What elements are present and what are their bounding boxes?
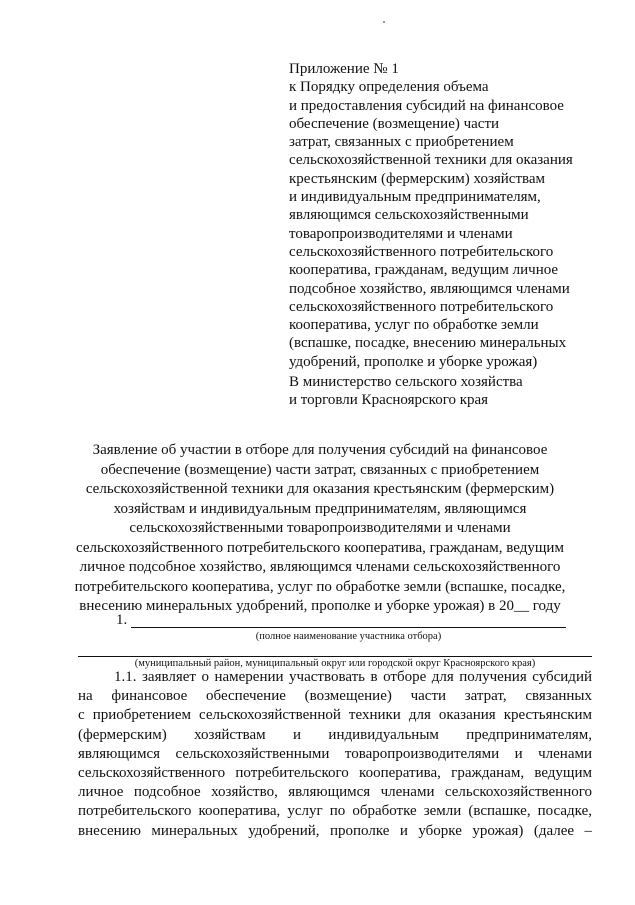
- body-line: с приобретением сельскохозяйственной техники для оказания крестьянским: [78, 707, 592, 724]
- appendix-line: товаропроизводителями и членами: [289, 225, 513, 242]
- appendix-line: кооператива, гражданам, ведущим личное: [289, 262, 559, 279]
- appendix-line: крестьянским (фермерским) хозяйствам: [289, 170, 546, 187]
- statement-line: внесению минеральных удобрений, прополке и уборке урожая) в 20__ году: [79, 598, 561, 614]
- statement-line: хозяйствам и индивидуальным предпринимателям, являющимся: [113, 500, 527, 517]
- appendix-line: к Порядку определения объема: [289, 79, 489, 96]
- recipient-line: и торговли Красноярского края: [289, 392, 489, 409]
- appendix-line: сельскохозяйственного потребительского: [289, 298, 554, 315]
- participant-caption: (полное наименование участника отбора): [255, 631, 442, 642]
- body-paragraph: [78, 668, 592, 841]
- scan-speck: [383, 21, 385, 23]
- recipient-block: [289, 373, 619, 410]
- appendix-line: (вспашке, посадке, внесению минеральных: [289, 335, 567, 352]
- appendix-line: подсобное хозяйство, являющимся членами: [289, 280, 570, 297]
- appendix-header: [289, 60, 619, 371]
- appendix-line: сельскохозяйственной техники для оказания: [289, 152, 573, 169]
- body-line: являющимся сельскохозяйственными товаропроизводителями и членами: [78, 745, 592, 762]
- body-line: на финансовое обеспечение (возмещение) части затрат, связанных: [78, 688, 592, 705]
- body-line: личное подсобное хозяйство, являющимся членами сельскохозяйственного: [78, 784, 592, 801]
- item-number: 1.: [116, 612, 128, 628]
- statement-title: [70, 441, 570, 617]
- appendix-line: являющимся сельскохозяйственными: [289, 207, 529, 224]
- statement-line: Заявление об участии в отборе для получения субсидий на финансовое: [92, 442, 548, 458]
- appendix-line: удобрений, прополке и уборке урожая): [289, 353, 538, 370]
- appendix-line: и предоставления субсидий на финансовое: [289, 97, 564, 114]
- body-line: внесению минеральных удобрений, прополке и уборке урожая) (далее –: [78, 822, 592, 839]
- district-caption: (муниципальный район, муниципальный округ или городской округ Красноярского края): [134, 658, 536, 669]
- appendix-line: Приложение № 1: [289, 61, 399, 77]
- district-field[interactable]: [78, 656, 592, 657]
- appendix-line: и индивидуальным предпринимателям,: [289, 189, 541, 206]
- recipient-line: В министерство сельского хозяйства: [289, 374, 523, 390]
- body-line: (фермерским) хозяйствам и индивидуальным предпринимателям,: [78, 726, 592, 743]
- statement-line: потребительского кооператива, услуг по обработке земли (вспашке, посадке,: [74, 578, 566, 595]
- statement-line: сельскохозяйственными товаропроизводителями и членами: [129, 520, 511, 536]
- appendix-line: затрат, связанных с приобретением: [289, 134, 514, 151]
- appendix-line: обеспечение (возмещение) части: [289, 115, 500, 132]
- body-line: 1.1. заявляет о намерении участвовать в отборе для получения субсидий: [114, 669, 592, 685]
- statement-line: обеспечение (возмещение) части затрат, связанных с приобретением: [100, 461, 540, 478]
- body-line: потребительского кооператива, услуг по обработке земли (вспашке, посадке,: [78, 803, 592, 820]
- participant-name-field[interactable]: [131, 627, 566, 628]
- statement-line: сельскохозяйственной техники для оказания крестьянским (фермерским): [85, 481, 555, 497]
- appendix-line: сельскохозяйственного потребительского: [289, 243, 554, 260]
- statement-line: личное подсобное хозяйство, являющимся членами сельскохозяйственного: [79, 559, 561, 575]
- appendix-line: кооператива, услуг по обработке земли: [289, 317, 539, 334]
- statement-line: сельскохозяйственного потребительского кооператива, гражданам, ведущим: [76, 539, 564, 556]
- body-line: сельскохозяйственного потребительского кооператива, гражданам, ведущим: [78, 764, 592, 781]
